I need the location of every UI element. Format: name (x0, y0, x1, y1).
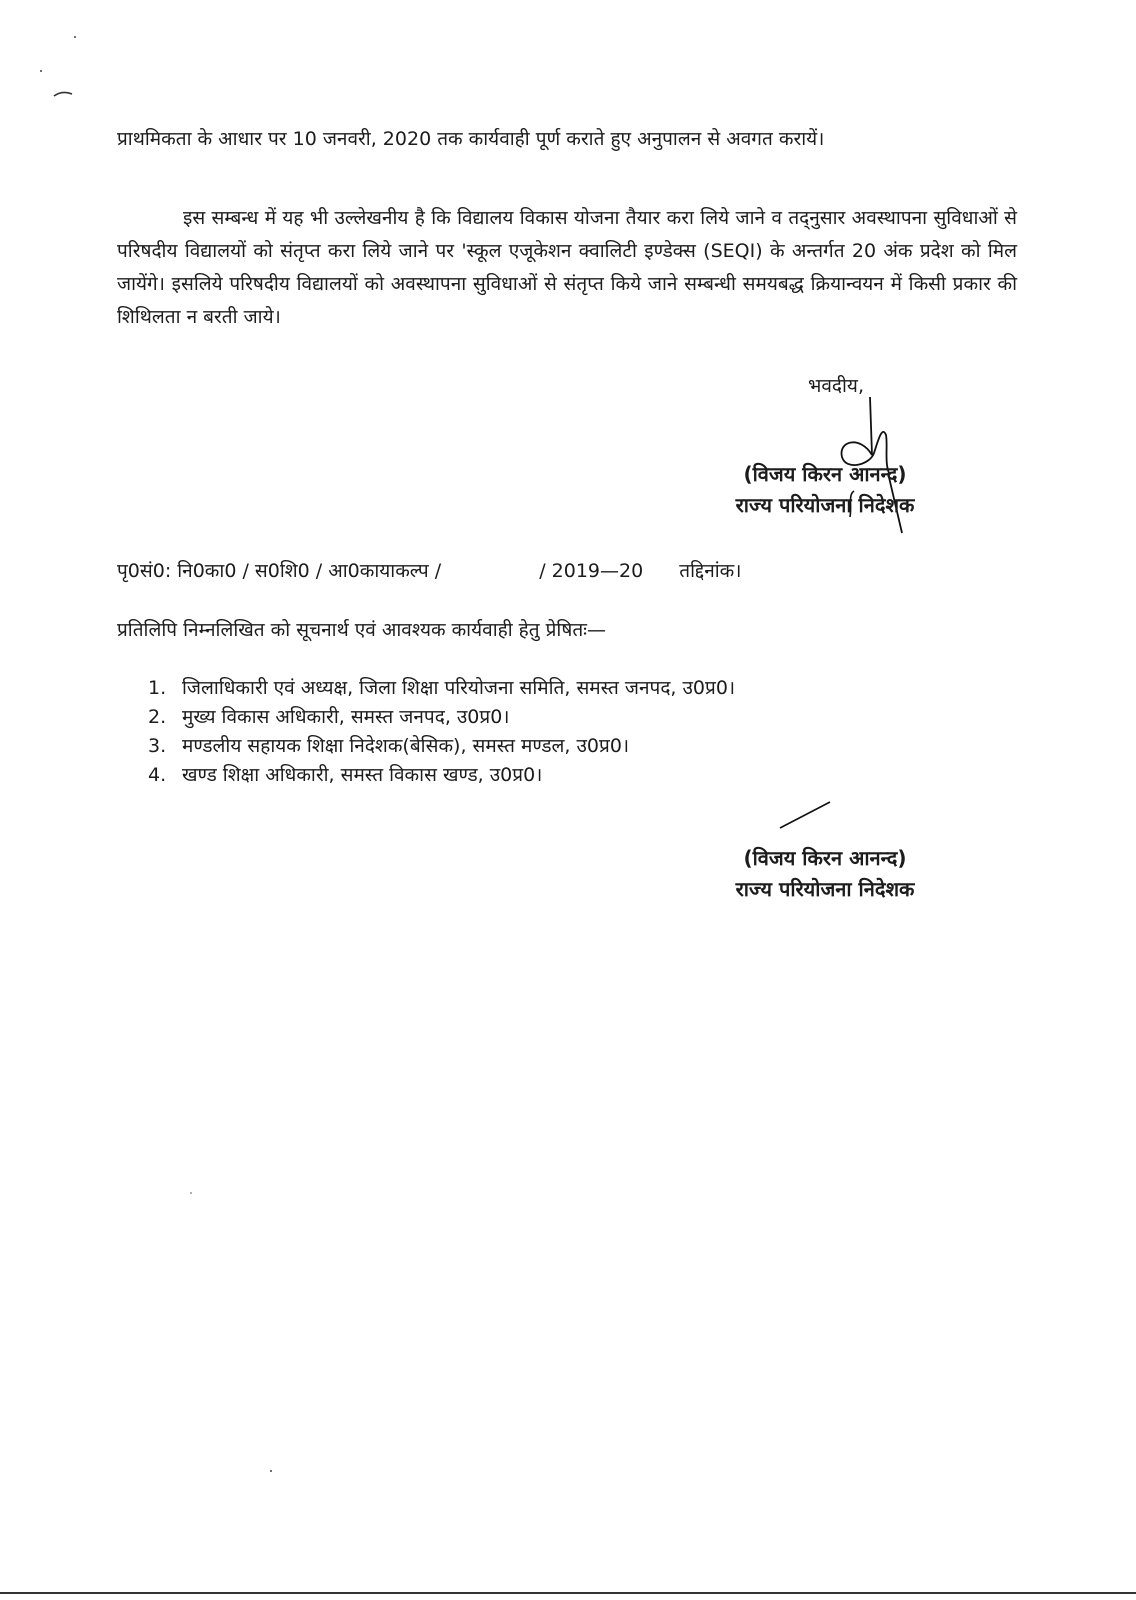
signatory-name: (विजय किरन आनन्द) (743, 846, 907, 870)
list-item (148, 761, 735, 790)
scan-speck (270, 1470, 272, 1472)
signature-block (695, 459, 955, 521)
page-bottom-rule (0, 1592, 1136, 1594)
reference-line (117, 557, 741, 583)
scan-mark (52, 88, 76, 100)
signatory-name: (विजय किरन आनन्द) (743, 462, 907, 486)
scan-speck (74, 36, 76, 38)
scan-speck (190, 1192, 192, 1194)
list-number: 2. (148, 706, 167, 728)
list-item (148, 732, 735, 761)
list-number: 3. (148, 735, 167, 757)
reference-date: तद्दिनांक। (679, 560, 742, 582)
paragraph-compliance: प्राथमिकता के आधार पर 10 जनवरी, 2020 तक कार्यवाही पूर्ण कराते हुए अनुपालन से अवगत करायें। (117, 128, 825, 150)
recipient-text: मण्डलीय सहायक शिक्षा निदेशक(बेसिक), समस्त मण्डल, उ0प्र0। (182, 735, 630, 757)
list-number: 1. (148, 677, 167, 699)
recipient-text: खण्ड शिक्षा अधिकारी, समस्त विकास खण्ड, उ0प्र0। (182, 764, 543, 786)
list-item (148, 703, 735, 732)
closing-salutation: भवदीय, (808, 375, 864, 397)
recipient-text: मुख्य विकास अधिकारी, समस्त जनपद, उ0प्र0। (182, 706, 510, 728)
reference-number: पृ0सं0: नि0का0 / स0शि0 / आ0कायाकल्प / (117, 560, 442, 582)
initial-mark-icon (776, 798, 836, 832)
list-item (148, 674, 735, 703)
scan-speck (40, 70, 42, 72)
copy-intro: प्रतिलिपि निम्नलिखित को सूचनार्थ एवं आवश्यक कार्यवाही हेतु प्रेषितः— (117, 619, 607, 641)
signatory-title: राज्य परियोजना निदेशक (735, 493, 915, 517)
recipient-list (148, 674, 735, 790)
signatory-title: राज्य परियोजना निदेशक (735, 877, 915, 901)
paragraph-seqi: इस सम्बन्ध में यह भी उल्लेखनीय है कि विद्यालय विकास योजना तैयार करा लिये जाने व तद्नुसार अवस्थापना सुविधाओं से परिषदीय विद्यालयों को संतृप्त करा लिये जाने पर 'स्कूल एजूकेशन क्वालिटी इण्डेक्स (SEQI) के अन्तर्गत 20 अंक प्रदेश को मिल जायेंगे। इसलिये परिषदीय विद्यालयों को अवस्थापना सुविधाओं से संतृप्त किये जाने सम्बन्धी समयबद्ध क्रियान्वयन में किसी प्रकार की शिथिलता न बरती जाये। (117, 207, 1017, 328)
recipient-text: जिलाधिकारी एवं अध्यक्ष, जिला शिक्षा परियोजना समिति, समस्त जनपद, उ0प्र0। (182, 677, 736, 699)
reference-year: / 2019—20 (539, 560, 644, 582)
list-number: 4. (148, 764, 167, 786)
signature-block-copy (695, 843, 955, 905)
